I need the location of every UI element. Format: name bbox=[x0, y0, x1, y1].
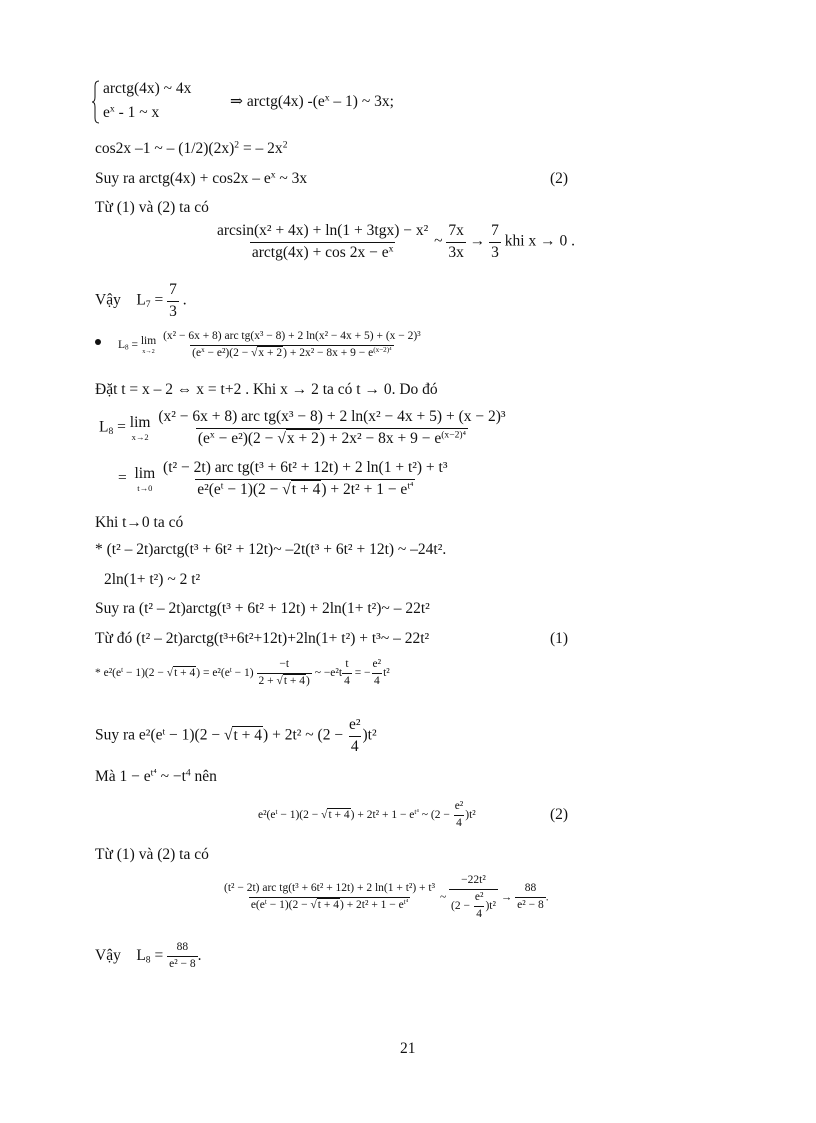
vay-L7: Vậy $L_7$ = $\frac{7}{3}$ . bbox=[95, 281, 187, 320]
page-number: 21 bbox=[400, 1040, 416, 1057]
suy-ra-line-2: Suy ra (t² – 2t)arctg(t³ + 6t² + 12t) + 2ln(1+ t²)~ – 22t² bbox=[95, 600, 430, 617]
bullet-icon bbox=[95, 339, 101, 345]
ma-line: Mà $1 - e^{t^4}$ ~ $-t^4$ nên bbox=[95, 767, 217, 785]
L8-limit-t: = lim t→0 $\frac{\text{(t² − 2t) arc tg(t³ + 6t² + 12t) + 2 ln(1 + t²) + t³}}{e^2(e^t - 1)(2 - √t + 4) + 2t^2 + 1 - e^{t^4}}$ bbox=[118, 459, 448, 498]
cos-line: cos2x –1 ~ – $(1/2)(2x)^2$ = – $2x^2$ bbox=[95, 139, 288, 157]
tu-1-va-2: Từ (1) và (2) ta có bbox=[95, 199, 209, 216]
ln-equivalence: 2ln(1+ t²) ~ 2 t² bbox=[104, 571, 201, 588]
equation-number: (2) bbox=[550, 806, 569, 823]
left-brace bbox=[92, 80, 100, 124]
system-conclusion: ⇒ arctg(4x) $-(e^x - 1)$ ~ 3x; bbox=[230, 92, 394, 110]
tu-1-va-2-b: Từ (1) và (2) ta có bbox=[95, 846, 209, 863]
final-ratio: $\frac{\text{(t² − 2t) arc tg(t³ + 6t² + 12t) + 2 ln(1 + t²) + t³}}{e(e^t - 1)(2 - √t + 4) + 2t^2 + 1 - e^{t^4}}$ ~ −22t² (2 − $\frac{\text{e²}}{4}$ )t² → $\frac{88}{\text{e² − 8}}$ . bbox=[224, 874, 549, 920]
L8-limit-x: $L_8$ = lim x→2 $\frac{\text{(x² − 6x + 8) arc tg(x³ − 8) + 2 ln(x² − 4x + 5) + (x − 2)³}}{(e^x - e^2)(2 - √x + 2) + 2x^2 - 8x + 9 - e^{(x-2)^4}}$ bbox=[99, 408, 506, 447]
tu-do-line: Từ đó (t² – 2t)arctg(t³+6t²+12t)+2ln(1+ t²) + t³~ – 22t² bbox=[95, 630, 430, 647]
equation-number: (1) bbox=[550, 630, 569, 647]
equation-2: $e^2(e^t - 1)(2 - √t + 4) + 2t^2 + 1 - e^{t^4}$ ~ (2 − $\frac{\text{e²}}{4}$ )t² bbox=[258, 800, 476, 829]
star-1: * (t² – 2t)arctg(t³ + 6t² + 12t)~ –2t(t³ + 6t² + 12t) ~ –24t². bbox=[95, 541, 447, 558]
system-line-2: $e^x - 1$ ~ x bbox=[103, 103, 160, 121]
suy-ra-line-3: Suy ra $e^2(e^t - 1)(2 - √t + 4) + 2t^2$ ~ (2 − $\frac{\text{e²}}{4}$ )t² bbox=[95, 716, 377, 755]
star-2: * $e^2(e^t - 1)(2 - √t + 4) = e^2(e^t - 1)$ $\frac{-t}{2 + √t + 4)}$ ~ −e²t $\frac{t}{4}$ = − $\frac{\text{e²}}{4}$ t² bbox=[95, 658, 390, 687]
limit-7-expression: $\frac{\text{arcsin(x² + 4x) + ln(1 + 3tgx) − x²}}{arctg(4x) + \cos 2x - e^x}$ ~ $\frac{7x}{3x}$ → $\frac{7}{3}$ khi x → 0 . bbox=[217, 222, 575, 261]
dat-line: Đặt t = x – 2 ⇔ x = t+2 . Khi x → 2 ta có t → 0. Do đó bbox=[95, 381, 438, 398]
L8-definition: $L_8$ = lim x→2 $\frac{\text{(x² − 6x + 8) arc tg(x³ − 8) + 2 ln(x² − 4x + 5) + (x − 2)³}}{(e^x - e^2)(2 - √x + 2) + 2x^2 - 8x + 9 - e^{(x-2)^4}}$ bbox=[118, 330, 421, 359]
system-line-1: arctg(4x) ~ 4x bbox=[103, 80, 192, 97]
suy-ra-line-1: Suy ra arctg(4x) + $\cos 2x - e^x$ ~ 3x bbox=[95, 169, 308, 187]
khi-line: Khi t→0 ta có bbox=[95, 514, 184, 531]
vay-L8: Vậy $L_8$ = $\frac{88}{\text{e² − 8}}$ . bbox=[95, 941, 202, 970]
equation-number: (2) bbox=[550, 170, 569, 187]
